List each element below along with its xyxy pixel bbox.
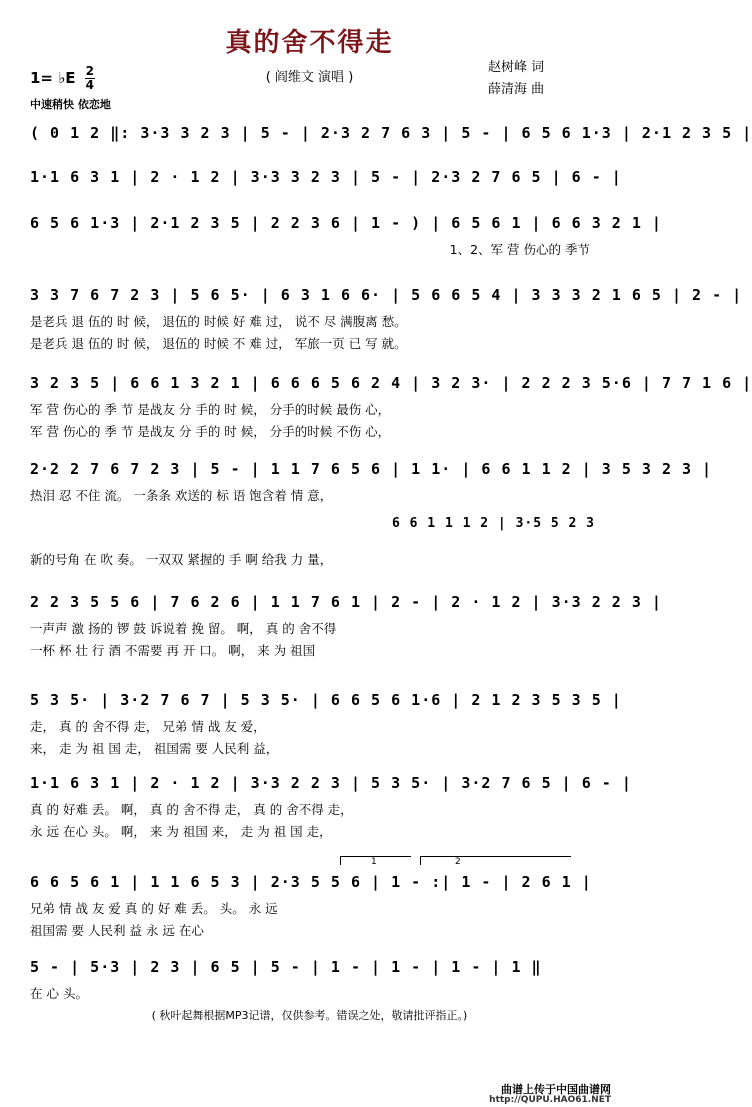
lyric-line: 军 营 伤心的 季 节 是战友 分 手的 时 候， 分手的时候 最伤 心， (30, 402, 391, 417)
lyric-line: 新的号角 在 吹 奏。 一双双 紧握的 手 啊 给我 力 量， (30, 552, 333, 567)
lyric-line: 永 远 在心 头。 啊， 来 为 祖国 来， 走 为 祖 国 走， (30, 824, 332, 839)
lyric-line: 真 的 好难 丢。 啊， 真 的 舍不得 走， 真 的 舍不得 走， (30, 802, 353, 817)
lyric-line: 走， 真 的 舍不得 走， 兄弟 情 战 友 爱， (30, 719, 266, 734)
lyricist-credit: 赵树峰 词 (488, 60, 545, 75)
lyric-line: 是老兵 退 伍的 时 候， 退伍的 时候 不 难 过， 军旅一页 已 写 就。 (30, 336, 407, 351)
transcriber-note: ( 秋叶起舞根据MP3记谱，仅供参考。错误之处，敬请批评指正。) (151, 1009, 468, 1022)
notation-row: 3 2 3 5 | 6 6 1 3 2 1 | 6 6 6 5 6 2 4 | 3 2 3· | 2 2 2 3 5·6 | 7 7 1 6 | (30, 374, 752, 392)
lyric-line: 一声声 激 扬的 锣 鼓 诉说着 挽 留。 啊， 真 的 舍不得 (30, 621, 337, 636)
time-signature (85, 66, 95, 91)
notation-row: 6 6 1 1 1 2 | 3·5 5 2 3 (392, 516, 596, 531)
key-text: 1= ♭E (30, 69, 76, 87)
notation-row: 1·1 6 3 1 | 2 · 1 2 | 3·3 3 2 3 | 5 - | 2·3 2 7 6 5 | 6 - | (30, 168, 622, 186)
lyric-line: 兄弟 情 战 友 爱 真 的 好 难 丢。 头。 永 远 (30, 901, 278, 916)
lyric-line: 1、2、军 营 伤心的 季节 (449, 242, 590, 257)
volta-1: 1 (340, 856, 411, 865)
lyric-line: 在 心 头。 (30, 986, 88, 1001)
notation-row: ( 0 1 2 ‖: 3·3 3 2 3 | 5 - | 2·3 2 7 6 3 | 5 - | 6 5 6 1·3 | 2·1 2 3 5 | (30, 124, 752, 142)
notation-row: 6 6 5 6 1 | 1 1 6 5 3 | 2·3 5 5 6 | 1 - :| 1 - | 2 6 1 | (30, 873, 592, 891)
notation-row: 2 2 3 5 5 6 | 7 6 2 6 | 1 1 7 6 1 | 2 - | 2 · 1 2 | 3·3 2 2 3 | (30, 593, 662, 611)
lyric-line: 一杯 杯 壮 行 酒 不需要 再 开 口。 啊， 来 为 祖国 (30, 643, 316, 658)
lyric-line: 祖国需 要 人民利 益 永 远 在心 (30, 923, 204, 938)
lyric-line: 热泪 忍 不住 流。 一条条 欢送的 标 语 饱含着 情 意， (30, 488, 333, 503)
notation-row: 5 3 5· | 3·2 7 6 7 | 5 3 5· | 6 6 5 6 1·6 | 2 1 2 3 5 3 5 | (30, 691, 622, 709)
lyric-line: 军 营 伤心的 季 节 是战友 分 手的 时 候， 分手的时候 不伤 心， (30, 424, 391, 439)
watermark-text: 曲谱上传于中国曲谱网 (501, 1083, 611, 1096)
song-title: 真的舍不得走 (225, 28, 394, 58)
singer-credit: ( 阎维文 演唱 ) (265, 70, 354, 85)
tempo-marking: 中速稍快 依恋地 (30, 98, 111, 111)
meter-top: 2 (85, 64, 94, 78)
volta-2: 2 (420, 856, 571, 865)
lyric-line: 是老兵 退 伍的 时 候， 退伍的 时候 好 难 过， 说不 尽 满腹离 愁。 (30, 314, 407, 329)
notation-row: 6 5 6 1·3 | 2·1 2 3 5 | 2 2 3 6 | 1 - ) | 6 5 6 1 | 6 6 3 2 1 | (30, 214, 662, 232)
composer-credit: 薛清海 曲 (488, 82, 545, 97)
notation-row: 3 3 7 6 7 2 3 | 5 6 5· | 6 3 1 6 6· | 5 6 6 5 4 | 3 3 3 2 1 6 5 | 2 - | (30, 286, 743, 304)
notation-row: 5 - | 5·3 | 2 3 | 6 5 | 5 - | 1 - | 1 - | 1 - | 1 ‖ (30, 958, 542, 976)
lyric-line: 来， 走 为 祖 国 走， 祖国需 要 人民利 益， (30, 741, 279, 756)
meter-bottom: 4 (85, 78, 94, 92)
notation-row: 1·1 6 3 1 | 2 · 1 2 | 3·3 2 2 3 | 5 3 5· | 3·2 7 6 5 | 6 - | (30, 774, 632, 792)
watermark-url: http://QUPU.HAO61.NET (489, 1095, 611, 1105)
key-signature (30, 66, 95, 91)
notation-row: 2·2 2 7 6 7 2 3 | 5 - | 1 1 7 6 5 6 | 1 1· | 6 6 1 1 2 | 3 5 3 2 3 | (30, 460, 713, 478)
